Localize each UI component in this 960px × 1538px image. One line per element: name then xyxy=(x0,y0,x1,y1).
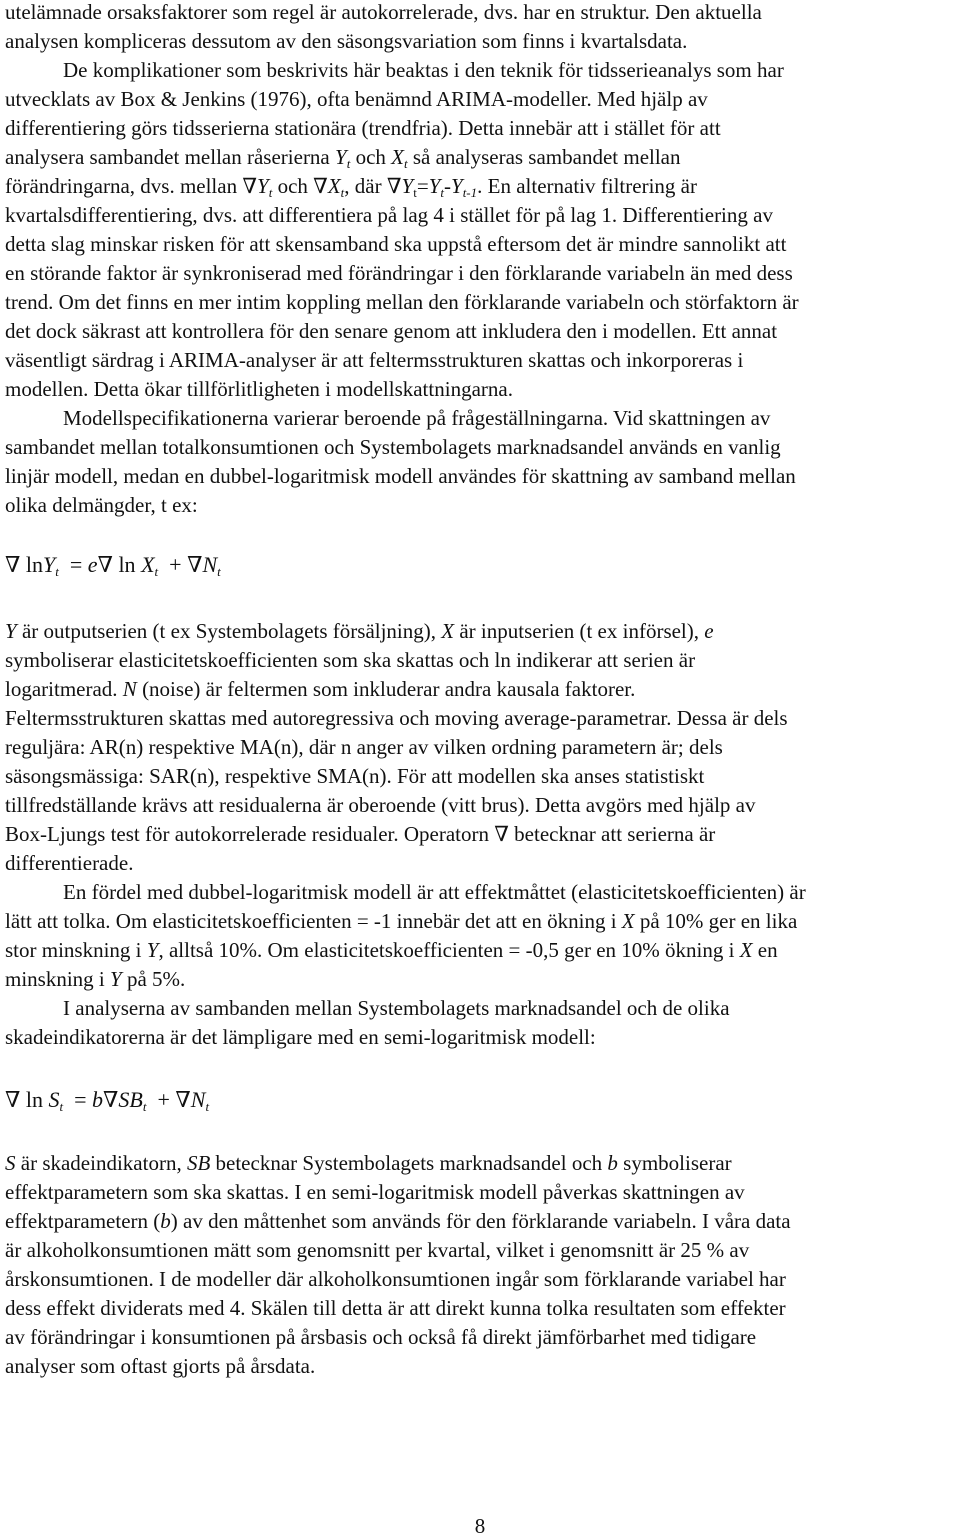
text-line: linjär modell, medan en dubbel-logaritmisk modell användes för skattning av samband mellan xyxy=(5,464,796,488)
text-line: olika delmängder, t ex: xyxy=(5,493,198,517)
text-line: symboliserar elasticitetskoefficienten som ska skattas och ln indikerar att serien är xyxy=(5,648,696,672)
document-page-cont xyxy=(5,617,955,1052)
text-line: utvecklats av Box & Jenkins (1976), ofta benämnd ARIMA-modeller. Med hjälp av xyxy=(5,87,708,111)
text-line: Modellspecifikationerna varierar beroende på frågeställningarna. Vid skattningen av xyxy=(63,406,771,430)
text-line: årskonsumtionen. I de modeller där alkoholkonsumtionen ingår som förklarande variabel har xyxy=(5,1267,786,1291)
text-line: Box-Ljungs test för autokorrelerade residualer. Operatorn ∇ betecknar att serierna är xyxy=(5,822,716,846)
text-line: tillfredställande krävs att residualerna är oberoende (vitt brus). Detta avgörs med hjälp av xyxy=(5,793,756,817)
text-line: Feltermsstrukturen skattas med autoregressiva och moving average-parametrar. Dessa är dels xyxy=(5,706,788,730)
text-line: är alkoholkonsumtionen mätt som genomsnitt per kvartal, vilket i genomsnitt är 25 % av xyxy=(5,1238,750,1262)
text-line: sambandet mellan totalkonsumtionen och Systembolagets marknadsandel används en vanlig xyxy=(5,435,781,459)
text-line: De komplikationer som beskrivits här beaktas i den teknik för tidsserieanalys som har xyxy=(63,58,784,82)
text-line: differentierade. xyxy=(5,851,134,875)
text-line: S är skadeindikatorn, SB betecknar Systembolagets marknadsandel och b symboliserar xyxy=(5,1151,732,1175)
text-line: lätt att tolka. Om elasticitetskoefficienten = -1 innebär det att en ökning i X på 10% ger en lika xyxy=(5,909,798,933)
text-line: En fördel med dubbel-logaritmisk modell är att effektmåttet (elasticitetskoefficienten) är xyxy=(63,880,806,904)
text-line: förändringarna, dvs. mellan $\nabla Y_t$ och $\nabla X_t$, där $\nabla Y_t=Y_t-Y_{t-1}$. En alternativ filtrering är xyxy=(5,174,697,200)
text-line: minskning i Y på 5%. xyxy=(5,967,186,991)
equation-double-log: ∇ lnY$_t$ = e∇ $\ln X_t + \nabla N_t$ xyxy=(5,552,221,579)
text-line: analyser som oftast gjorts på årsdata. xyxy=(5,1354,316,1378)
document-page xyxy=(5,0,955,520)
text-line: reguljära: AR(n) respektive MA(n), där n anger av vilken ordning parametern är; dels xyxy=(5,735,723,759)
text-line: effektparametern som ska skattas. I en semi-logaritmisk modell påverkas skattningen av xyxy=(5,1180,745,1204)
text-line: differentiering görs tidsserierna stationära (trendfria). Detta innebär att i stället för att xyxy=(5,116,721,140)
text-line: säsongsmässiga: SAR(n), respektive SMA(n). För att modellen ska anses statistiskt xyxy=(5,764,705,788)
document-page-end xyxy=(5,1149,955,1381)
text-line: trend. Om det finns en mer intim koppling mellan den förklarande variabeln och störfaktorn är xyxy=(5,290,799,314)
text-line: av förändringar i konsumtionen på årsbasis och också få direkt jämförbarhet med tidigare xyxy=(5,1325,757,1349)
text-line: väsentligt särdrag i ARIMA-analyser är att feltermsstrukturen skattas och inkorporeras i xyxy=(5,348,744,372)
text-line: utelämnade orsaksfaktorer som regel är autokorrelerade, dvs. har en struktur. Den aktuella xyxy=(5,0,762,24)
page-number: 8 xyxy=(474,1514,486,1538)
equation-semi-log: ∇ $\ln S_t = b\nabla SB_t + \nabla N_t$ xyxy=(5,1087,210,1114)
text-line: skadeindikatorerna är det lämpligare med en semi-logaritmisk modell: xyxy=(5,1025,596,1049)
text-line: effektparametern (b) av den måttenhet som används för den förklarande variabeln. I våra data xyxy=(5,1209,791,1233)
text-line: Y är outputserien (t ex Systembolagets försäljning), X är inputserien (t ex införsel), e xyxy=(5,619,714,643)
text-line: kvartalsdifferentiering, dvs. att differentiera på lag 4 i stället för på lag 1. Differentiering av xyxy=(5,203,773,227)
text-line: logaritmerad. N (noise) är feltermen som inkluderar andra kausala faktorer. xyxy=(5,677,636,701)
text-line: modellen. Detta ökar tillförlitligheten i modellskattningarna. xyxy=(5,377,513,401)
text-line: en störande faktor är synkroniserad med förändringar i den förklarande variabeln än med dess xyxy=(5,261,793,285)
text-line: detta slag minskar risken för att skensamband ska uppstå eftersom det är mindre sannolikt att xyxy=(5,232,787,256)
text-line: det dock säkrast att kontrollera för den senare genom att inkludera den i modellen. Ett annat xyxy=(5,319,778,343)
text-line: analysen kompliceras dessutom av den säsongsvariation som finns i kvartalsdata. xyxy=(5,29,688,53)
text-line: stor minskning i Y, alltså 10%. Om elasticitetskoefficienten = -0,5 ger en 10% ökning i X en xyxy=(5,938,778,962)
text-line: analysera sambandet mellan råserierna $Y_t$ och $X_t$ så analyseras sambandet mellan xyxy=(5,145,681,171)
nabla-symbol: ∇ xyxy=(242,174,258,198)
text-line: dess effekt dividerats med 4. Skälen till detta är att direkt kunna tolka resultaten som effekter xyxy=(5,1296,786,1320)
text-line: I analyserna av sambanden mellan Systembolagets marknadsandel och de olika xyxy=(63,996,730,1020)
